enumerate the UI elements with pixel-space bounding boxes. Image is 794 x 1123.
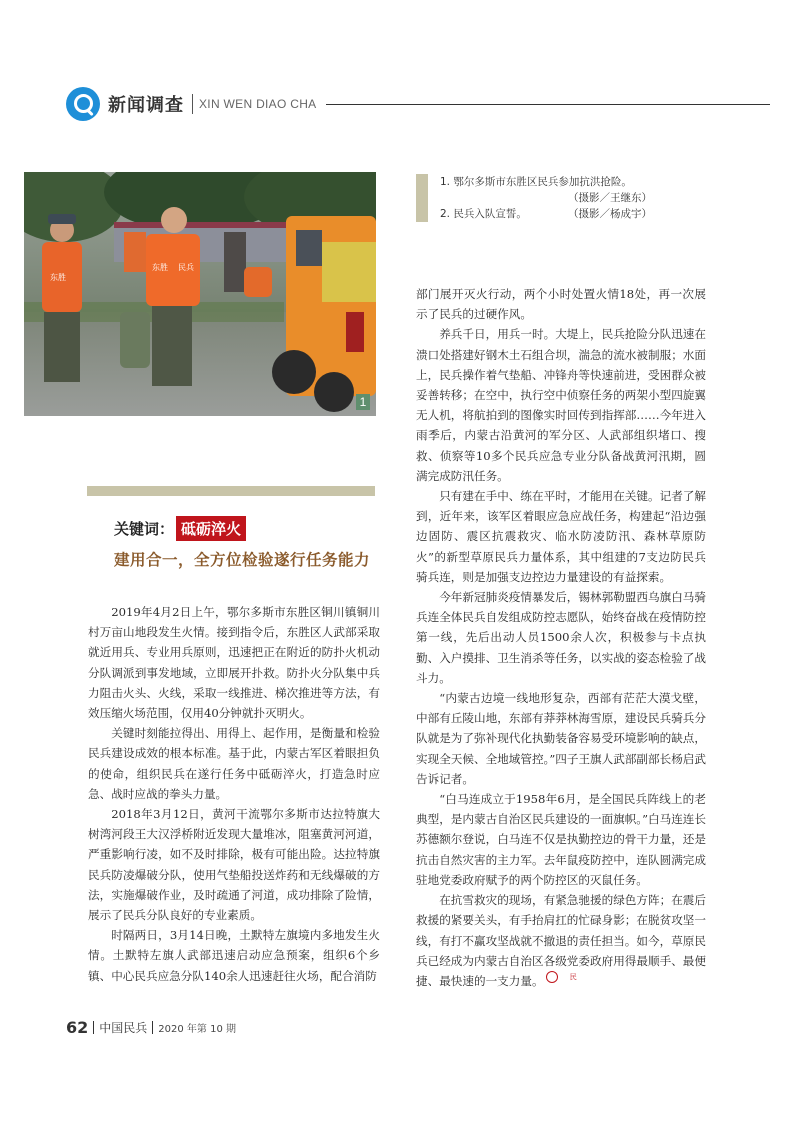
article-column-left xyxy=(88,602,380,986)
header-divider xyxy=(192,94,193,114)
section-subheading: 建用合一，全方位检验遂行任务能力 xyxy=(114,551,371,569)
photo-number-badge: 1 xyxy=(356,394,370,410)
paragraph: 今年新冠肺炎疫情暴发后，锡林郭勒盟西乌旗白马骑兵连全体民兵自发组成防控志愿队，始终奋战在疫情防控第一线，先后出动人员1500余人次，积极参与卡点执勤、入户摸排、卫生消杀等任务，以实战的姿态检验了战斗力。 xyxy=(416,590,706,685)
keyword-tag: 砥砺淬火 xyxy=(176,516,246,541)
magazine-name: 中国民兵 xyxy=(99,1021,148,1035)
page-number: 62 xyxy=(66,1018,89,1037)
header-rule xyxy=(326,104,770,105)
keyword-line xyxy=(114,516,246,541)
paragraph: 养兵千日，用兵一时。大堤上，民兵抢险分队迅速在溃口处搭建好钢木土石组合坝，湍急的流水被制服；水面上，民兵操作着气垫船、冲锋舟等快速前进，受困群众被妥善转移；在空中，执行空中侦察任务的两架小型四旋翼无人机，将航拍到的图像实时回传到指挥部……今年进入雨季后，内蒙古沿黄河的军分区、人武部组织堵口、搜救、侦察等10多个民兵应急专业分队备战黄河汛期，圆满完成防汛任务。 xyxy=(416,327,706,483)
keyword-divider-bar xyxy=(87,486,375,496)
photo-illustration xyxy=(24,172,376,416)
section-title: 新闻调查 xyxy=(108,95,184,116)
footer-divider xyxy=(93,1021,94,1034)
flood-rescue-photo xyxy=(24,172,376,416)
paragraph-last xyxy=(416,890,706,991)
caption-credit-2: （摄影／杨成宇） xyxy=(568,208,652,220)
photo-caption xyxy=(416,174,676,222)
paragraph: 只有建在手中、练在平时，才能用在关键。记者了解到，近年来，该军区着眼应急应战任务，构建起“沿边强边固防、震区抗震救灾、临水防凌防汛、森林草原防火”的新型草原民兵力量体系，其中组建的7支边防民兵骑兵连，则是加强支边控边力量建设的有益探索。 xyxy=(416,489,706,584)
paragraph: 在抗雪救灾的现场，有紧急驰援的绿色方阵；在震后救援的紧要关头，有手抬肩扛的忙碌身影；在脱贫攻坚一线，有打不赢攻坚战就不撤退的责任担当。如今，草原民兵已经成为内蒙古自治区各级党委政府用得最顺手、最便捷、最快速的一支力量。 xyxy=(416,893,706,988)
issue-number: 2020 年第 10 期 xyxy=(158,1024,236,1035)
caption-credit-1: （摄影／王继东） xyxy=(568,192,652,204)
search-icon xyxy=(66,87,100,121)
keyword-label: 关键词： xyxy=(114,520,175,538)
end-mark-icon: 民 xyxy=(546,971,558,983)
vest-text: 东胜 xyxy=(152,263,168,272)
caption-line-1: 1. 鄂尔多斯市东胜区民兵参加抗洪抢险。 xyxy=(440,176,632,188)
section-subtitle: XIN WEN DIAO CHA xyxy=(199,97,317,111)
paragraph: “白马连成立于1958年6月，是全国民兵阵线上的老典型，是内蒙古自治区民兵建设的一面旗帜。”白马连连长苏德额尔登说，白马连不仅是执勤控边的骨干力量，还是抗击自然灾害的主力军。去年鼠疫防控中，连队圆满完成驻地党委政府赋予的两个防控区的灭鼠任务。 xyxy=(416,792,706,887)
section-header xyxy=(66,86,770,122)
caption-line-2: 2. 民兵入队宣誓。 xyxy=(440,208,527,220)
caption-accent-bar xyxy=(416,174,428,222)
paragraph: 时隔两日，3月14日晚，土默特左旗境内多地发生火情。土默特左旗人武部迅速启动应急预案，组织6个乡镇、中心民兵应急分队140余人迅速赶往火场，配合消防 xyxy=(88,928,380,983)
footer-divider xyxy=(152,1021,153,1034)
article-column-right xyxy=(416,284,706,991)
vest-text: 民兵 xyxy=(178,263,194,272)
paragraph: 关键时刻能拉得出、用得上、起作用，是衡量和检验民兵建设成效的根本标准。基于此，内蒙古军区着眼担负的使命，组织民兵在遂行任务中砥砺淬火，打造急时应急、战时应战的拳头力量。 xyxy=(88,726,380,801)
paragraph: 2019年4月2日上午，鄂尔多斯市东胜区铜川镇铜川村万亩山地段发生火情。接到指令后，东胜区人武部采取就近用兵、专业用兵原则，迅速把正在附近的防扑火机动分队调派到事发地域，立即展开扑救。防扑火分队集中兵力阻击火头、火线，采取一线推进、梯次推进等方法，有效压缩火场范围，仅用40分钟就扑灭明火。 xyxy=(88,605,380,721)
paragraph-continued: 部门展开灭火行动，两个小时处置火情18处，再一次展示了民兵的过硬作风。 xyxy=(416,287,706,322)
page-footer xyxy=(66,1018,236,1037)
paragraph: “内蒙古边境一线地形复杂，西部有茫茫大漠戈壁，中部有丘陵山地，东部有莽莽林海雪原，建设民兵骑兵分队就是为了弥补现代化执勤装备容易受环境影响的缺点，实现全天候、全地域管控。”四子王旗人武部副部长杨启武告诉记者。 xyxy=(416,691,706,786)
paragraph: 2018年3月12日，黄河干流鄂尔多斯市达拉特旗大树湾河段王大汉浮桥附近发现大量堆冰，阻塞黄河河道，严重影响行凌，如不及时排除，极有可能出险。达拉特旗民兵防凌爆破分队，使用气垫船投送炸药和无线爆破的方法，实施爆破作业，及时疏通了河道，成功排除了险情，展示了民兵分队良好的专业素质。 xyxy=(88,807,380,923)
vest-text: 东胜 xyxy=(50,273,66,282)
